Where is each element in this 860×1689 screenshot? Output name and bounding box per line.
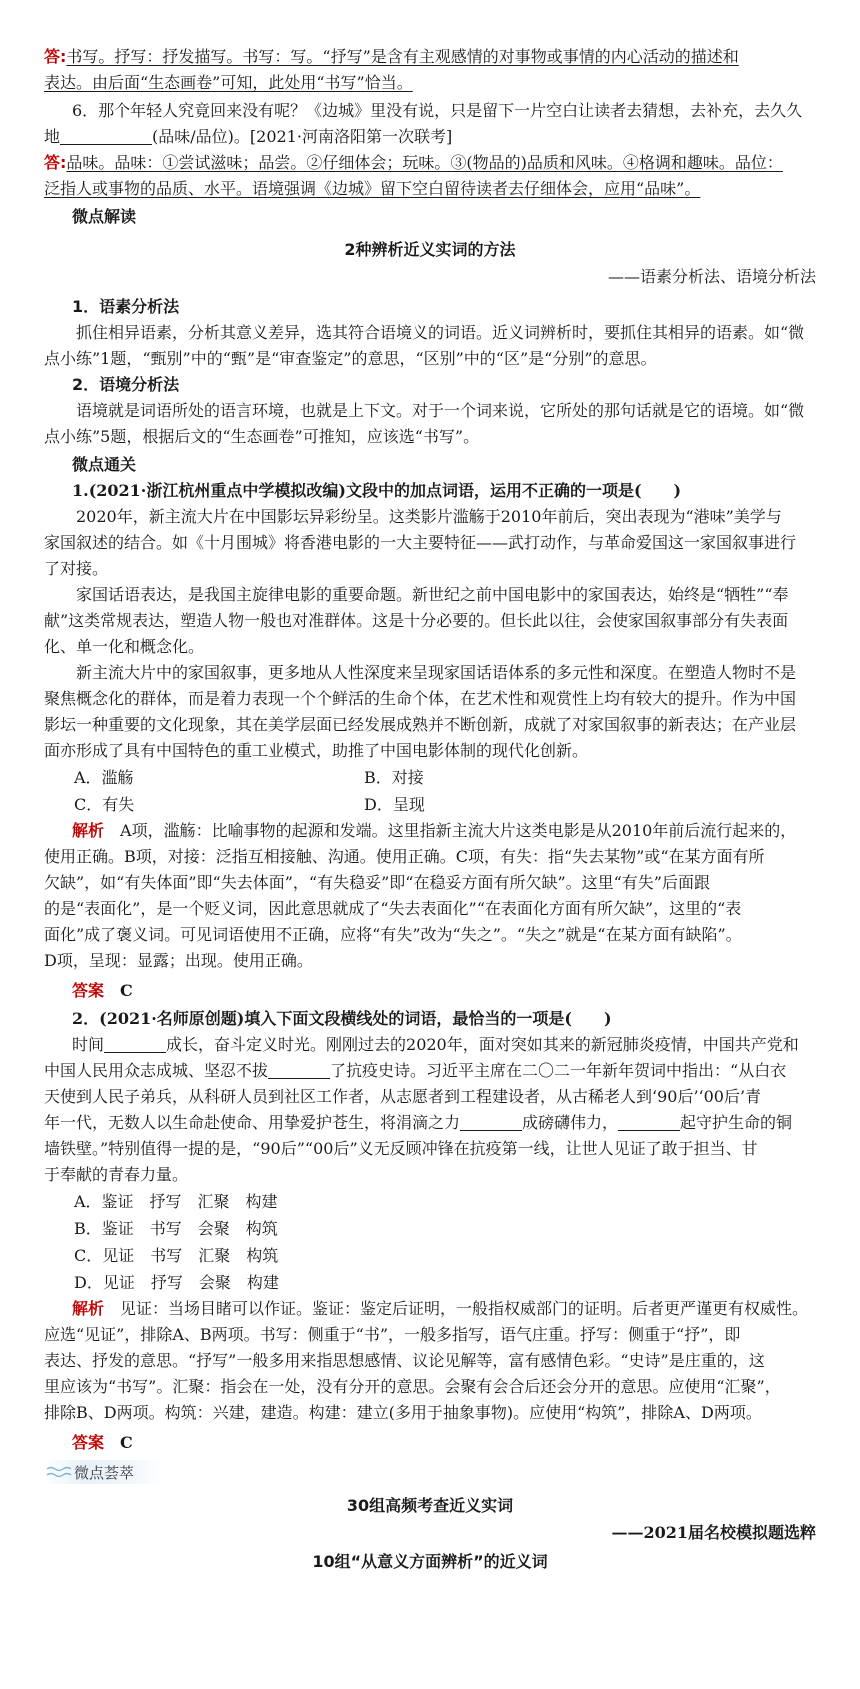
analysis-line: 使用正确。B项，对接：泛指互相接触、沟通。使用正确。C项，有失：指“失去某物”或“在某方面有所	[44, 847, 765, 866]
option-b: B．对接	[364, 768, 424, 787]
answer-text: 书写。抒写：抒发描写。书写：写。“抒写”是含有主观感情的对事物或事情的内心活动的描述和	[66, 47, 739, 66]
answer-label: 答:	[44, 47, 67, 66]
answer-label: 答案	[72, 1433, 105, 1452]
passage-line: 家国叙述的结合。如《十月围城》将香港电影的一大主要特征——武打动作，与革命爱国这一家国叙事进行	[44, 533, 797, 552]
summary-subheading: 10组“从意义方面辨析”的近义词	[312, 1552, 548, 1571]
analysis-text: 见证：当场目睹可以作证。鉴证：鉴定后证明，一般指权威部门的证明。后者更严谨更有权威性。	[120, 1299, 809, 1318]
passage-text: 中国人民用众志成城、坚忍不拔	[44, 1061, 269, 1080]
passage-line: 了对接。	[44, 559, 109, 578]
q5-answer	[44, 44, 816, 70]
option-a: A．鉴证 抒写 汇聚 构建	[74, 1192, 278, 1211]
method2-text-cont: 点小练”5题，根据后文的“生态画卷”可推知，应该选“书写”。	[44, 427, 480, 446]
passage-text: 时间	[72, 1035, 105, 1054]
q6-answer-cont	[44, 176, 816, 202]
summary-subtitle: ——2021届名校模拟题选粹	[611, 1523, 816, 1542]
q6-answer	[44, 150, 816, 176]
passage-paragraph: 新主流大片中的家国叙事，更多地从人性深度来呈现家国话语体系的多元性和深度。在塑造人物时不是	[76, 663, 797, 682]
q6-text: (品味/品位)。[2021·河南洛阳第一次联考]	[152, 127, 453, 146]
heading-jiedu: 微点解读	[72, 207, 137, 226]
q6-stem: 6．那个年轻人究竟回来没有呢？《边城》里没有说，只是留下一片空白让读者去猜想，去补充，去久久	[72, 101, 803, 120]
answer-label: 答:	[44, 153, 67, 172]
q6-text: 地	[44, 127, 61, 146]
analysis	[44, 1296, 816, 1322]
passage-line: 面亦形成了具有中国特色的重工业模式，助推了中国电影体制的现代化创新。	[44, 741, 589, 760]
q5-answer-cont	[44, 70, 816, 96]
fill-blank	[460, 1114, 522, 1131]
analysis-text: A项，滥觞：比喻事物的起源和发端。这里指新主流大片这类电影是从2010年前后流行起来的，	[120, 821, 797, 840]
passage-text: 成磅礴伟力，	[522, 1113, 619, 1132]
method2-text: 语境就是词语所处的语言环境，也就是上下文。对于一个词来说，它所处的那句话就是它的语境。如“微	[76, 401, 805, 420]
passage-text: 年一代，无数人以生命赴使命、用挚爱护苍生，将涓滴之力	[44, 1113, 461, 1132]
method1-text-cont: 点小练”1题，“甄别”中的“甄”是“审查鉴定”的意思，“区别”中的“区”是“分别”的意思。	[44, 349, 657, 368]
fill-blank	[268, 1062, 330, 1079]
options-row	[44, 764, 816, 791]
passage-text: 起守护生命的铜	[680, 1113, 793, 1132]
analysis-line: 欠缺”，如“有失体面”即“失去体面”，“有失稳妥”即“在稳妥方面有所欠缺”。这里“有失”后面跟	[44, 873, 710, 892]
answer-text: 品味。品味：①尝试滋味；品尝。②仔细体会；玩味。③(物品的)品质和风味。④格调和趣味。品位：	[66, 153, 783, 172]
badge-label: 微点荟萃	[74, 1463, 135, 1482]
analysis-line: 面化”成了褒义词。可见词语使用不正确，应将“有失”改为“失之”。“失之”就是“在某方面有缺陷”。	[44, 925, 742, 944]
answer	[44, 978, 816, 1004]
wave-icon	[46, 1465, 72, 1479]
answer	[44, 1430, 816, 1456]
passage-text: 了抗疫史诗。习近平主席在二〇二一年新年贺词中指出：“从白衣	[330, 1061, 787, 1080]
passage-paragraph: 2020年，新主流大片在中国影坛异彩纷呈。这类影片滥觞于2010年前后，突出表现为“港味”美学与	[76, 507, 782, 526]
analysis-label: 解析	[72, 821, 105, 840]
analysis	[44, 818, 816, 844]
passage-line	[44, 1110, 816, 1136]
fill-blank	[104, 1036, 166, 1053]
answer-value: C	[120, 1433, 133, 1452]
analysis-line: 的是“表面化”，是一个贬义词，因此意思就成了“失去表面化”“在表面化方面有所欠缺”，这里的“表	[44, 899, 742, 918]
method1-text: 抓住相异语素，分析其意义差异，选其符合语境义的词语。近义词辨析时，要抓住其相异的语素。如“微	[76, 323, 805, 342]
summary-title: 30组高频考查近义实词	[346, 1496, 514, 1515]
analysis-line: 应选“见证”，排除A、B两项。书写：侧重于“书”，一般多指写，语气庄重。抒写：侧重于“抒”，即	[44, 1325, 741, 1344]
answer-text: 泛指人或事物的品质、水平。语境强调《边城》留下空白留待读者去仔细体会，应用“品味”。	[44, 179, 701, 198]
passage-text: 成长，奋斗定义时光。刚刚过去的2020年，面对突如其来的新冠肺炎疫情，中国共产党和	[166, 1035, 799, 1054]
option-c: C．有失	[74, 795, 135, 814]
passage-paragraph: 家国话语表达，是我国主旋律电影的重要命题。新世纪之前中国电影中的家国表达，始终是“牺牲”“奉	[76, 585, 789, 604]
passage-line: 化、单一化和概念化。	[44, 637, 205, 656]
document-page	[44, 44, 816, 1576]
methods-title: 2种辨析近义实词的方法	[344, 240, 516, 259]
section-badge	[44, 1460, 162, 1484]
option-a: A．滥觞	[74, 768, 134, 787]
method1-title: 1．语素分析法	[72, 297, 180, 316]
analysis-line: 排除B、D两项。构筑：兴建，建造。构建：建立(多用于抽象事物)。应使用“构筑”，排除A、D两项。	[44, 1403, 762, 1422]
option-d: D．呈现	[364, 795, 425, 814]
option-d: D．见证 抒写 会聚 构建	[74, 1273, 279, 1292]
passage-line: 墙铁壁。”特别值得一提的是，“90后”“00后”义无反顾冲锋在抗疫第一线，让世人见证了敢于担当、甘	[44, 1139, 758, 1158]
q6-stem-cont	[44, 124, 816, 150]
analysis-line: 表达、抒发的意思。“抒写”一般多用来指思想感情、议论见解等，富有感情色彩。“史诗”是庄重的，这	[44, 1351, 765, 1370]
passage-line: 影坛一种重要的文化现象，其在美学层面已经发展成熟并不断创新，成就了对家国叙事的新表达；在产业层	[44, 715, 797, 734]
passage-line: 于奉献的青春力量。	[44, 1165, 189, 1184]
fill-blank	[60, 128, 152, 145]
analysis-line: D项，呈现：显露；出现。使用正确。	[44, 951, 313, 970]
analysis-label: 解析	[72, 1299, 105, 1318]
heading-tongguan: 微点通关	[72, 455, 137, 474]
passage-line: 聚焦概念化的群体，而是着力表现一个个鲜活的生命个体，在艺术性和观赏性上均有较大的提升。作为中国	[44, 689, 797, 708]
passage-line: 献”这类常规表达，塑造人物一般也对准群体。这是十分必要的。但长此以往，会使家国叙事部分有失表面	[44, 611, 789, 630]
exercise1-stem: 1.(2021·浙江杭州重点中学模拟改编)文段中的加点词语，运用不正确的一项是( )	[72, 481, 682, 500]
methods-subtitle: ——语素分析法、语境分析法	[607, 267, 816, 286]
method2-title: 2．语境分析法	[72, 375, 180, 394]
answer-value: C	[120, 981, 133, 1000]
analysis-line: 里应该为“书写”。汇聚：指会在一处，没有分开的意思。会聚有会合后还会分开的意思。应使用“汇聚”，	[44, 1377, 781, 1396]
fill-blank	[618, 1114, 680, 1131]
answer-text: 表达。由后面“生态画卷”可知，此处用“书写”恰当。	[44, 73, 413, 92]
option-b: B．鉴证 书写 会聚 构筑	[74, 1219, 278, 1238]
passage-line	[44, 1032, 816, 1058]
passage-line	[44, 1058, 816, 1084]
exercise2-stem: 2．(2021·名师原创题)填入下面文段横线处的词语，最恰当的一项是( )	[72, 1009, 612, 1028]
passage-line: 天使到人民子弟兵，从科研人员到社区工作者，从志愿者到工程建设者，从古稀老人到‘90后’‘00后’青	[44, 1087, 762, 1106]
option-c: C．见证 书写 汇聚 构筑	[74, 1246, 279, 1265]
answer-label: 答案	[72, 981, 105, 1000]
options-row	[44, 791, 816, 818]
